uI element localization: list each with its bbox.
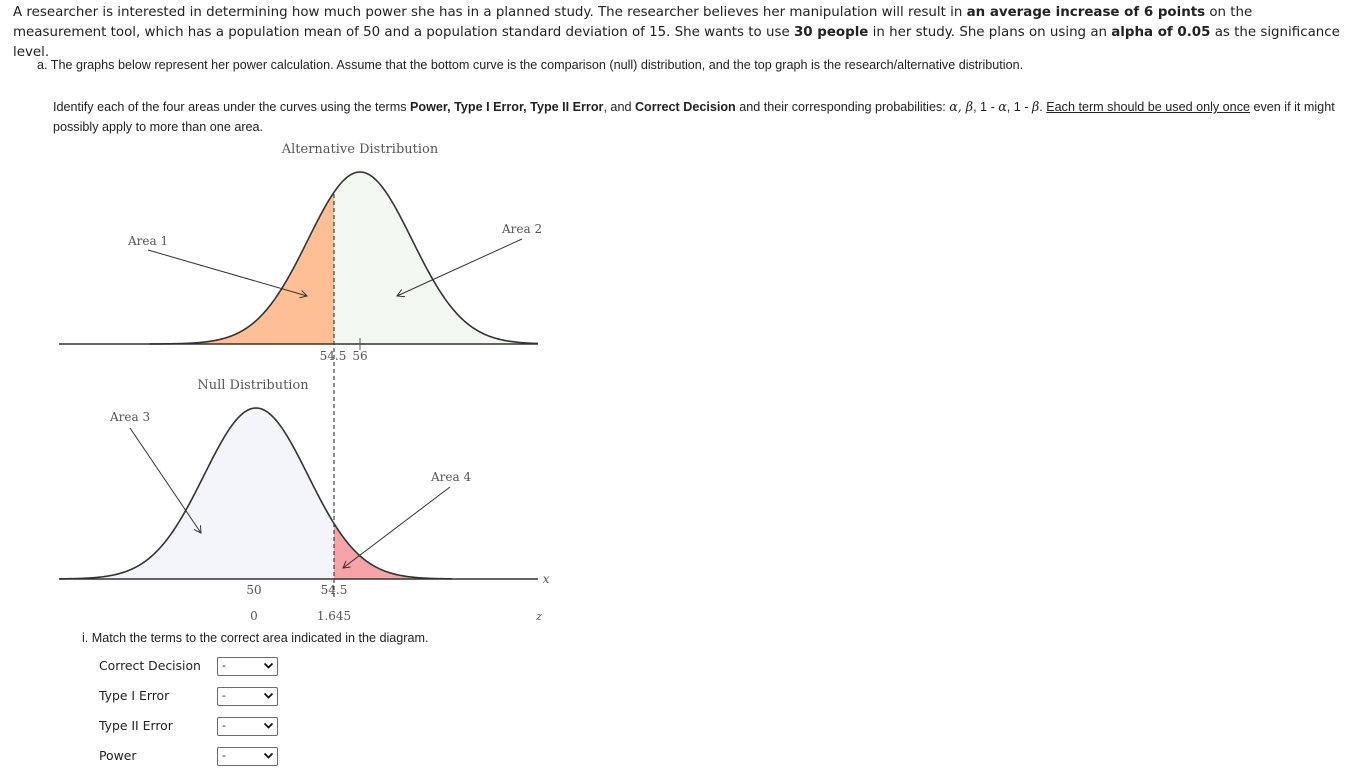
identify-text-5: , 1 - xyxy=(1006,100,1032,114)
chevron-down-icon xyxy=(263,750,274,761)
identify-math-2: α xyxy=(998,99,1007,114)
match-label: Type II Error xyxy=(99,718,173,733)
match-label: Power xyxy=(99,748,137,763)
intro-text-4: as the significance level. xyxy=(13,25,1340,60)
select-value: - xyxy=(222,689,226,702)
null-tick-mean-label: 50 xyxy=(246,583,262,597)
identify-text-1: Identify each of the four areas under the curves using the terms xyxy=(53,100,411,114)
intro-bold-sample: 30 people xyxy=(793,25,869,40)
match-row-type-ii-error xyxy=(99,718,217,733)
select-value: - xyxy=(222,749,226,762)
area-3-arrow xyxy=(130,428,201,533)
area-4-label: Area 4 xyxy=(431,470,472,484)
z-cut-label: 1.645 xyxy=(316,609,352,623)
intro-bold-alpha: alpha of 0.05 xyxy=(1111,25,1211,40)
identify-bold-terms: Power, Type I Error, Type II Error xyxy=(410,100,604,114)
x-axis-label: x xyxy=(542,572,550,586)
identify-text-3: and their corresponding probabilities: xyxy=(735,100,950,114)
area-2-label: Area 2 xyxy=(502,222,543,236)
z-mean-label: 0 xyxy=(250,609,258,623)
identify-text-6: . xyxy=(1039,100,1047,114)
match-row-type-i-error xyxy=(99,688,217,703)
identify-math-3: β xyxy=(1031,99,1040,114)
area-4-arrow xyxy=(343,487,450,568)
type-i-error-select[interactable] xyxy=(217,687,278,706)
identify-math-1: α, β xyxy=(949,99,974,114)
select-value: - xyxy=(222,719,226,732)
alt-tick-cut-label: 54.5 xyxy=(319,349,347,363)
identify-underline: Each term should be used only once xyxy=(1046,100,1250,114)
power-select[interactable] xyxy=(217,747,278,766)
area-3-label: Area 3 xyxy=(110,410,151,424)
intro-text-3: in her study. She plans on using an xyxy=(868,25,1112,40)
alternative-title: Alternative Distribution xyxy=(281,142,439,157)
match-row-power xyxy=(99,748,217,763)
z-axis-label: z xyxy=(536,610,542,623)
match-label: Type I Error xyxy=(99,688,170,703)
identify-text-7: even if it might possibly apply to more than one area. xyxy=(53,100,1335,134)
area-1-region xyxy=(150,192,334,344)
chevron-down-icon xyxy=(263,690,274,701)
match-label: Correct Decision xyxy=(99,658,201,673)
select-value: - xyxy=(222,659,226,672)
chevron-down-icon xyxy=(263,660,274,671)
area-1-arrow xyxy=(148,250,307,296)
area-2-region xyxy=(334,172,543,344)
correct-decision-select[interactable] xyxy=(217,657,278,676)
alt-tick-mean-label: 56 xyxy=(352,349,368,363)
match-row-correct-decision xyxy=(99,658,217,673)
match-instructions: i. Match the terms to the correct area indicated in the diagram. xyxy=(82,631,429,645)
null-title: Null Distribution xyxy=(197,378,309,393)
chevron-down-icon xyxy=(263,720,274,731)
identify-bold-correct: Correct Decision xyxy=(634,100,736,114)
part-a-text: a. The graphs below represent her power calculation. Assume that the bottom curve is the comparison (null) distribution, and the top graph is the research/alternative distribution. xyxy=(37,58,1024,72)
type-ii-error-select[interactable] xyxy=(217,717,278,736)
null-tick-cut-label: 54.5 xyxy=(320,583,348,597)
identify-text-2: , and xyxy=(603,100,635,114)
intro-text-2: on the measurement tool, which has a population mean of 50 and a population standard deviation of 15. She wants to use xyxy=(13,5,1253,40)
area-3-region xyxy=(60,408,334,579)
intro-bold-increase: an average increase of 6 points xyxy=(966,5,1206,20)
identify-text-4: , 1 - xyxy=(973,100,999,114)
intro-text-1: A researcher is interested in determining how much power she has in a planned study. The researcher believes her manipulation will result in xyxy=(13,5,967,20)
area-1-label: Area 1 xyxy=(128,234,169,248)
